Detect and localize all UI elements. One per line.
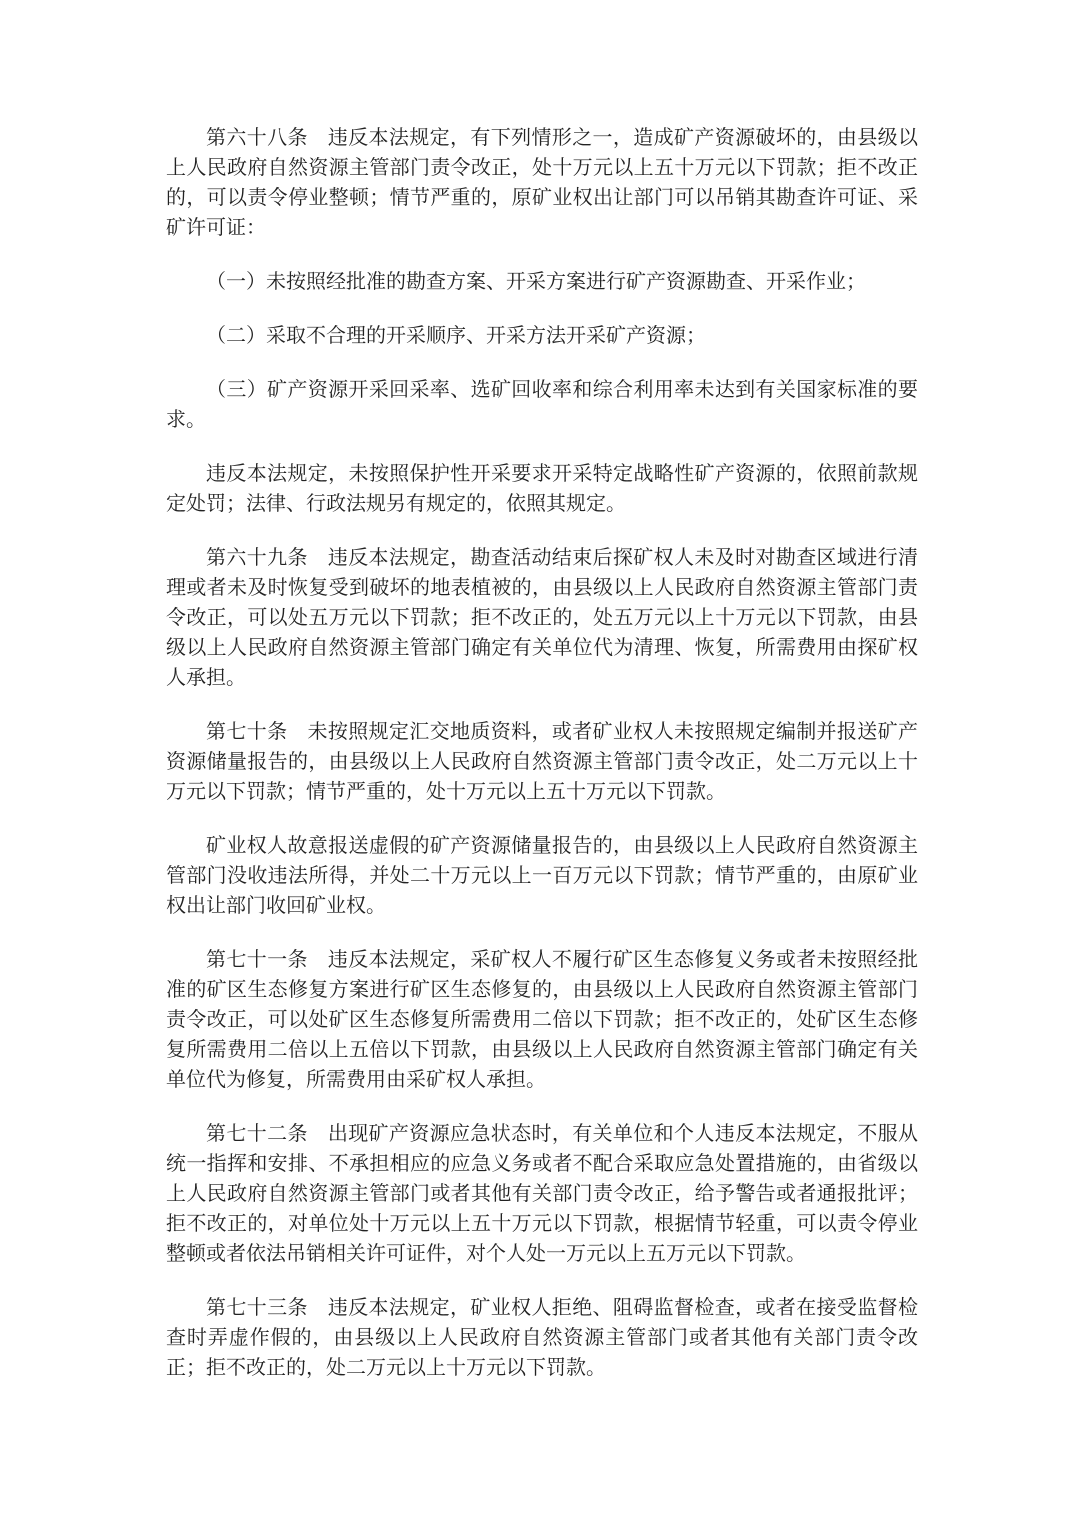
list-item-3 [166,374,918,434]
article-73-paragraph [166,1292,918,1382]
list-item-1 [166,266,918,296]
paragraph-text: 违反本法规定，采矿权人不履行矿区生态修复义务或者未按照经批准的矿区生态修复方案进行矿区生态修复的，由县级以上人民政府自然资源主管部门责令改正，可以处矿区生态修复所需费用二倍以下罚款；拒不改正的，处矿区生态修复所需费用二倍以上五倍以下罚款，由县级以上人民政府自然资源主管部门确定有关单位代为修复，所需费用由采矿权人承担。 [166,947,919,1091]
article-70-paragraph [166,716,918,806]
paragraph-text: 违反本法规定，矿业权人拒绝、阻碍监督检查，或者在接受监督检查时弄虚作假的，由县级以上人民政府自然资源主管部门或者其他有关部门责令改正；拒不改正的，处二万元以上十万元以下罚款。 [166,1295,919,1379]
article-68-paragraph [166,122,918,242]
paragraph-text: 违反本法规定，有下列情形之一，造成矿产资源破坏的，由县级以上人民政府自然资源主管部门责令改正，处十万元以上五十万元以下罚款；拒不改正的，可以责令停业整顿；情节严重的，原矿业权出让部门可以吊销其勘查许可证、采矿许可证： [166,125,919,239]
paragraph-text: （三）矿产资源开采回采率、选矿回收率和综合利用率未达到有关国家标准的要求。 [166,377,918,431]
article-72-paragraph [166,1118,918,1268]
document-page [166,122,918,1406]
paragraph-text: 矿业权人故意报送虚假的矿产资源储量报告的，由县级以上人民政府自然资源主管部门没收违法所得，并处二十万元以上一百万元以下罚款；情节严重的，由原矿业权出让部门收回矿业权。 [166,833,918,917]
article-number: 第七十二条 [206,1121,308,1145]
list-item-2 [166,320,918,350]
paragraph-text: （一）未按照经批准的勘查方案、开采方案进行矿产资源勘查、开采作业； [206,269,866,293]
paragraph-text: （二）采取不合理的开采顺序、开采方法开采矿产资源； [206,323,706,347]
paragraph-text: 违反本法规定，勘查活动结束后探矿权人未及时对勘查区域进行清理或者未及时恢复受到破坏的地表植被的，由县级以上人民政府自然资源主管部门责令改正，可以处五万元以下罚款；拒不改正的，处五万元以上十万元以下罚款，由县级以上人民政府自然资源主管部门确定有关单位代为清理、恢复，所需费用由探矿权人承担。 [166,545,919,689]
paragraph-text: 出现矿产资源应急状态时，有关单位和个人违反本法规定，不服从统一指挥和安排、不承担相应的应急义务或者不配合采取应急处置措施的，由省级以上人民政府自然资源主管部门或者其他有关部门责令改正，给予警告或者通报批评；拒不改正的，对单位处十万元以上五十万元以下罚款，根据情节轻重，可以责令停业整顿或者依法吊销相关许可证件，对个人处一万元以上五万元以下罚款。 [166,1121,919,1265]
article-number: 第七十一条 [206,947,308,971]
article-69-paragraph [166,542,918,692]
article-number: 第六十八条 [206,125,308,149]
article-number: 第七十条 [206,719,288,743]
article-70-paragraph-2 [166,830,918,920]
article-68-paragraph-2 [166,458,918,518]
paragraph-text: 未按照规定汇交地质资料，或者矿业权人未按照规定编制并报送矿产资源储量报告的，由县级以上人民政府自然资源主管部门责令改正，处二万元以上十万元以下罚款；情节严重的，处十万元以上五十万元以下罚款。 [166,719,919,803]
article-number: 第七十三条 [206,1295,308,1319]
article-71-paragraph [166,944,918,1094]
article-number: 第六十九条 [206,545,308,569]
paragraph-text: 违反本法规定，未按照保护性开采要求开采特定战略性矿产资源的，依照前款规定处罚；法律、行政法规另有规定的，依照其规定。 [166,461,918,515]
